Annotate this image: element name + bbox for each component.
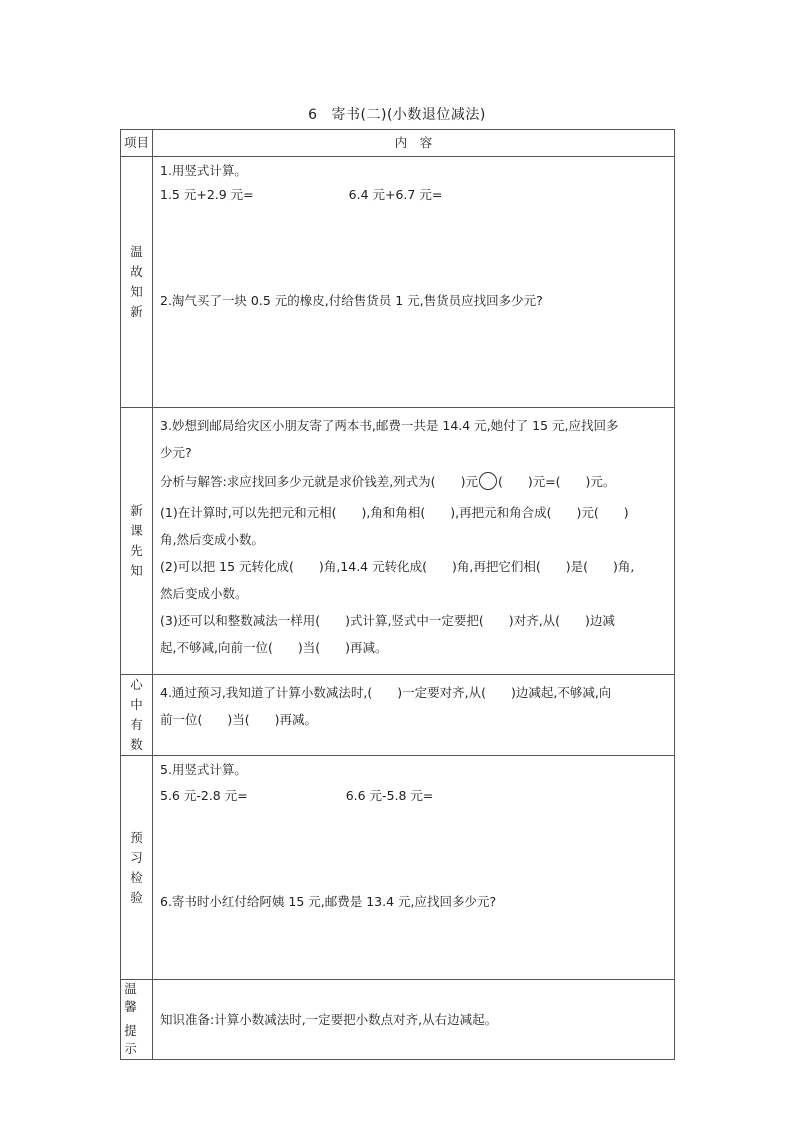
q5-exercise-a: 5.6 元-2.8 元= <box>160 788 248 803</box>
lesson-title: 寄书(二)(小数退位减法) <box>331 107 486 123</box>
lesson-table <box>120 129 675 1060</box>
q1-exercise-b: 6.4 元+6.7 元= <box>348 187 443 202</box>
header-content: 内 容 <box>153 130 675 157</box>
content-yuxi <box>153 756 675 980</box>
label-xinke: 新课先知 <box>121 408 153 675</box>
row-wenxin <box>121 980 675 1060</box>
q5-exercises <box>160 786 666 806</box>
q4-line-1: 4.通过预习,我知道了计算小数减法时,( )一定要对齐,从( )边减起,不够减,向 <box>160 685 612 700</box>
q2-text: 2.淘气买了一块 0.5 元的橡皮,付给售货员 1 元,售货员应找回多少元? <box>160 293 543 308</box>
row-xinzhong <box>121 675 675 756</box>
p3-line-2: 起,不够减,向前一位( )当( )再减。 <box>160 640 388 655</box>
q3-line-2: 少元? <box>160 445 192 460</box>
p2-line-1: (2)可以把 15 元转化成( )角,14.4 元转化成( )角,再把它们相( )是( )角, <box>160 559 635 574</box>
content-xinzhong <box>153 675 675 756</box>
header-project: 项目 <box>121 130 153 157</box>
q1-exercise-a: 1.5 元+2.9 元= <box>160 187 254 202</box>
content-wengu <box>153 157 675 408</box>
q6-text: 6.寄书时小红付给阿姨 15 元,邮费是 13.4 元,应找回多少元? <box>160 894 497 909</box>
analysis-line: 分析与解答:求应找回多少元就是求价钱差,列式为( )元 ( )元=( )元。 <box>160 474 616 489</box>
row-xinke <box>121 408 675 675</box>
tip-text: 知识准备:计算小数减法时,一定要把小数点对齐,从右边减起。 <box>160 1011 498 1027</box>
header-row <box>121 130 675 157</box>
label-wenxin: 温馨 提示 <box>121 980 153 1060</box>
label-xinzhong: 心中有数 <box>121 675 153 756</box>
p3-line-1: (3)还可以和整数减法一样用( )式计算,竖式中一定要把( )对齐,从( )边减 <box>160 613 615 628</box>
p1-line-2: 角,然后变成小数。 <box>160 532 264 547</box>
content-wenxin <box>153 980 675 1060</box>
lesson-number: 6 <box>308 107 318 123</box>
q5-title: 5.用竖式计算。 <box>160 762 247 777</box>
q3-line-1: 3.妙想到邮局给灾区小朋友寄了两本书,邮费一共是 14.4 元,她付了 15 元,应找回多 <box>160 418 619 433</box>
p2-line-2: 然后变成小数。 <box>160 586 248 601</box>
p1-line-1: (1)在计算时,可以先把元和元相( ),角和角相( ),再把元和角合成( )元( ) <box>160 505 629 520</box>
q5-exercise-b: 6.6 元-5.8 元= <box>345 788 434 803</box>
q1-exercises <box>160 185 666 205</box>
page-title <box>0 104 794 124</box>
label-wengu: 温故知新 <box>121 157 153 408</box>
q4-line-2: 前一位( )当( )再减。 <box>160 712 318 727</box>
q1-title: 1.用竖式计算。 <box>160 163 247 178</box>
content-xinke <box>153 408 675 675</box>
row-wengu <box>121 157 675 408</box>
row-yuxi <box>121 756 675 980</box>
operator-circle[interactable] <box>479 472 497 490</box>
label-yuxi: 预习检验 <box>121 756 153 980</box>
